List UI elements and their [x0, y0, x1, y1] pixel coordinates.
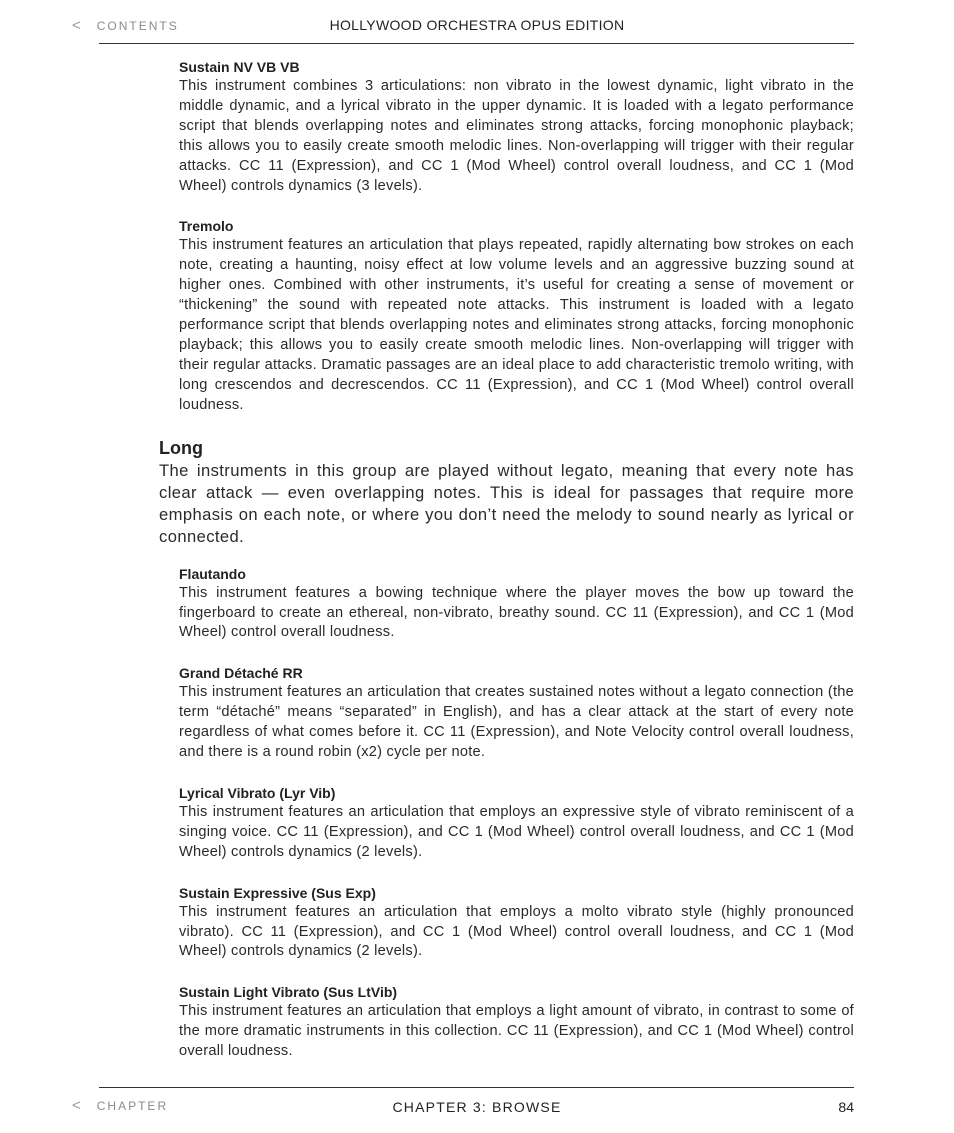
footer-divider: [99, 1087, 854, 1088]
section-long: [159, 436, 854, 548]
chapter-title: CHAPTER 3: BROWSE: [392, 1099, 562, 1115]
entry-title: Sustain Expressive (Sus Exp): [179, 884, 376, 901]
header-divider: [99, 43, 854, 44]
entry-title: Grand Détaché RR: [179, 665, 303, 682]
entry-title: Flautando: [179, 565, 246, 582]
entry-sustain-nv-vb-vb: [179, 57, 854, 196]
page-content: [159, 57, 854, 1082]
entry-title: Lyrical Vibrato (Lyr Vib): [179, 784, 336, 801]
entry-title: Sustain Light Vibrato (Sus LtVib): [179, 984, 398, 1001]
entry-tremolo: [179, 216, 854, 415]
entry-sustain-expressive: [179, 883, 854, 963]
section-heading: Long: [159, 437, 203, 458]
entry-sustain-light-vibrato: [179, 982, 854, 1062]
entry-title: Tremolo: [179, 218, 234, 235]
chevron-left-icon: <: [72, 1097, 81, 1114]
entry-text: This instrument combines 3 articulations: non vibrato in the lowest dynamic, light vibrato in the middle dynamic, and a lyrical vibrato in the upper dynamic. It is loaded with a legato performance script that blends overlapping notes and eliminates strong attacks, forcing monophonic playback; this allows you to easily create smooth melodic lines. Non-overlapping will trigger with their regular attacks. CC 11 (Expression), and CC 1 (Mod Wheel) control overall loudness, and CC 1 (Mod Wheel) controls dynamics (3 levels).: [179, 78, 854, 194]
entry-flautando: [179, 564, 854, 644]
chapter-label: CHAPTER: [96, 1098, 169, 1113]
entry-lyrical-vibrato: [179, 783, 854, 863]
section-text: The instruments in this group are played without legato, meaning that every note has clear attack — even overlapping notes. This is ideal for passages that require more emphasis on each note, or where you don’t need the melody to sound nearly as lyrical or connected.: [159, 460, 854, 546]
chevron-left-icon: <: [72, 17, 81, 34]
entry-text: This instrument features an articulation that employs an expressive style of vibrato reminiscent of a singing voice. CC 11 (Expression), and CC 1 (Mod Wheel) control overall loudness, and CC 1 (Mod Wheel) controls dynamics (2 levels).: [179, 803, 854, 860]
document-title: HOLLYWOOD ORCHESTRA OPUS EDITION: [329, 17, 625, 33]
entry-text: This instrument features a bowing technique where the player moves the bow up toward the fingerboard to create an ethereal, non-vibrato, breathy sound. CC 11 (Expression), and CC 1 (Mod Wheel) control overall loudness.: [179, 584, 854, 641]
entry-grand-detache-rr: [179, 663, 854, 763]
entry-title: Sustain NV VB VB: [179, 59, 300, 75]
contents-label: CONTENTS: [96, 18, 179, 33]
entry-text: This instrument features an articulation that creates sustained notes without a legato connection (the term “détaché” means “separated” in English), and has a clear attack at the start of every note regardless of what comes before it. CC 11 (Expression), and Note Velocity control overall loudness, and there is a round robin (x2) cycle per note.: [179, 684, 854, 761]
entry-text: This instrument features an articulation that plays repeated, rapidly alternating bow strokes on each note, creating a haunting, noisy effect at low volume levels and an aggressive buzzing sound at higher ones. Combined with other instruments, it’s useful for creating a sense of movement or “thickening” the sound with repeated note attacks. This instrument is loaded with a legato performance script that blends overlapping notes and eliminates strong attacks, forcing monophonic playback; this allows you to easily create smooth melodic lines. Non-overlapping will trigger with their regular attacks. Dramatic passages are an ideal place to add characteristic tremolo writing, with long crescendos and decrescendos. CC 11 (Expression), and CC 1 (Mod Wheel) control overall loudness.: [179, 237, 854, 413]
entry-text: This instrument features an articulation that employs a molto vibrato style (highly pronounced vibrato). CC 11 (Expression), and CC 1 (Mod Wheel) control overall loudness, and CC 1 (Mod Wheel) controls dynamics (2 levels).: [179, 903, 854, 960]
page-number: 84: [838, 1099, 854, 1115]
entry-text: This instrument features an articulation that employs a light amount of vibrato, in contrast to some of the more dramatic instruments in this collection. CC 11 (Expression), and CC 1 (Mod Wheel) control overall loudness.: [179, 1003, 854, 1060]
